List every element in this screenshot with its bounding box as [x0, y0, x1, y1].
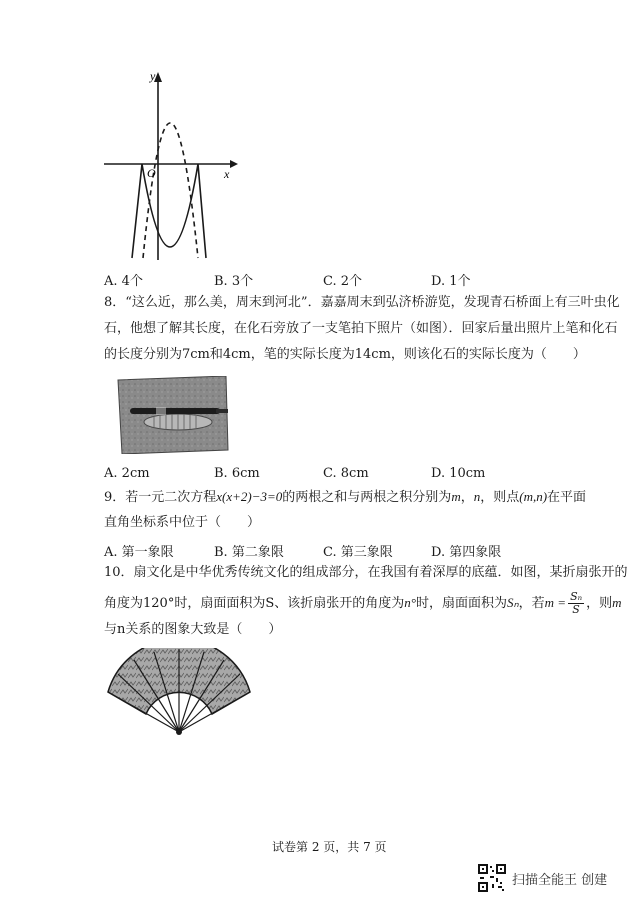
q10-fraction: $\frac{\text{Sₙ}}{S}$ [570, 590, 583, 616]
page-footer: 试卷第 2 页，共 7 页 [272, 840, 387, 854]
q9-equation: x(x+2)−3=0 [216, 489, 283, 504]
q10-line-2: 角度为120°时，扇面面积为S、该折扇张开的角度为n°时，扇面面积为Sₙ，若m = $\frac{\text{Sₙ}}{S}$ ，则m [104, 590, 622, 616]
q8-option-a: A. 2cm [104, 466, 150, 481]
q7-option-a: A. 4个 [104, 274, 143, 289]
q9-line-2: 直角坐标系中位于（ ） [104, 515, 261, 530]
q10-line-1: 10．扇文化是中华优秀传统文化的组成部分，在我国有着深厚的底蕴．如图，某折扇张开的 [104, 565, 628, 580]
folding-fan-image [104, 648, 254, 736]
q10-line-3: 与n关系的图象大致是（ ） [104, 622, 282, 637]
q7-option-c: C. 2个 [323, 274, 363, 289]
q9-line-1: 9．若一元二次方程x(x+2)−3=0的两根之和与两根之积分别为m，n，则点(m,n)在平面 [104, 489, 587, 505]
q7-option-d: D. 1个 [431, 274, 471, 289]
q8-option-c: C. 8cm [323, 466, 369, 481]
q9-option-b: B. 第二象限 [214, 545, 284, 560]
q8-option-b: B. 6cm [214, 466, 260, 481]
x-axis-label: x [224, 167, 230, 181]
q9-option-d: D. 第四象限 [431, 545, 502, 560]
parabola-graph [98, 70, 238, 265]
q9-point: (m,n) [519, 489, 548, 504]
origin-label: O [147, 166, 156, 180]
fossil-photo [116, 376, 230, 454]
q7-option-b: B. 3个 [214, 274, 254, 289]
watermark-text: 扫描全能王 创建 [512, 872, 608, 888]
qr-code-icon [478, 864, 506, 892]
scanner-watermark [478, 864, 607, 892]
q9-option-c: C. 第三象限 [323, 545, 393, 560]
q8-line-3: 的长度分别为7cm和4cm，笔的实际长度为14cm，则该化石的实际长度为（ ） [104, 347, 586, 362]
q8-line-1: 8．“这么近，那么美，周末到河北”．嘉嘉周末到弘济桥游览，发现青石桥面上有三叶虫化 [104, 295, 620, 310]
q9-option-a: A. 第一象限 [104, 545, 174, 560]
y-axis-label: y [150, 70, 156, 83]
q8-option-d: D. 10cm [431, 466, 486, 481]
q8-line-2: 石，他想了解其长度，在化石旁放了一支笔拍下照片（如图）．回家后量出照片上笔和化石 [104, 321, 618, 336]
